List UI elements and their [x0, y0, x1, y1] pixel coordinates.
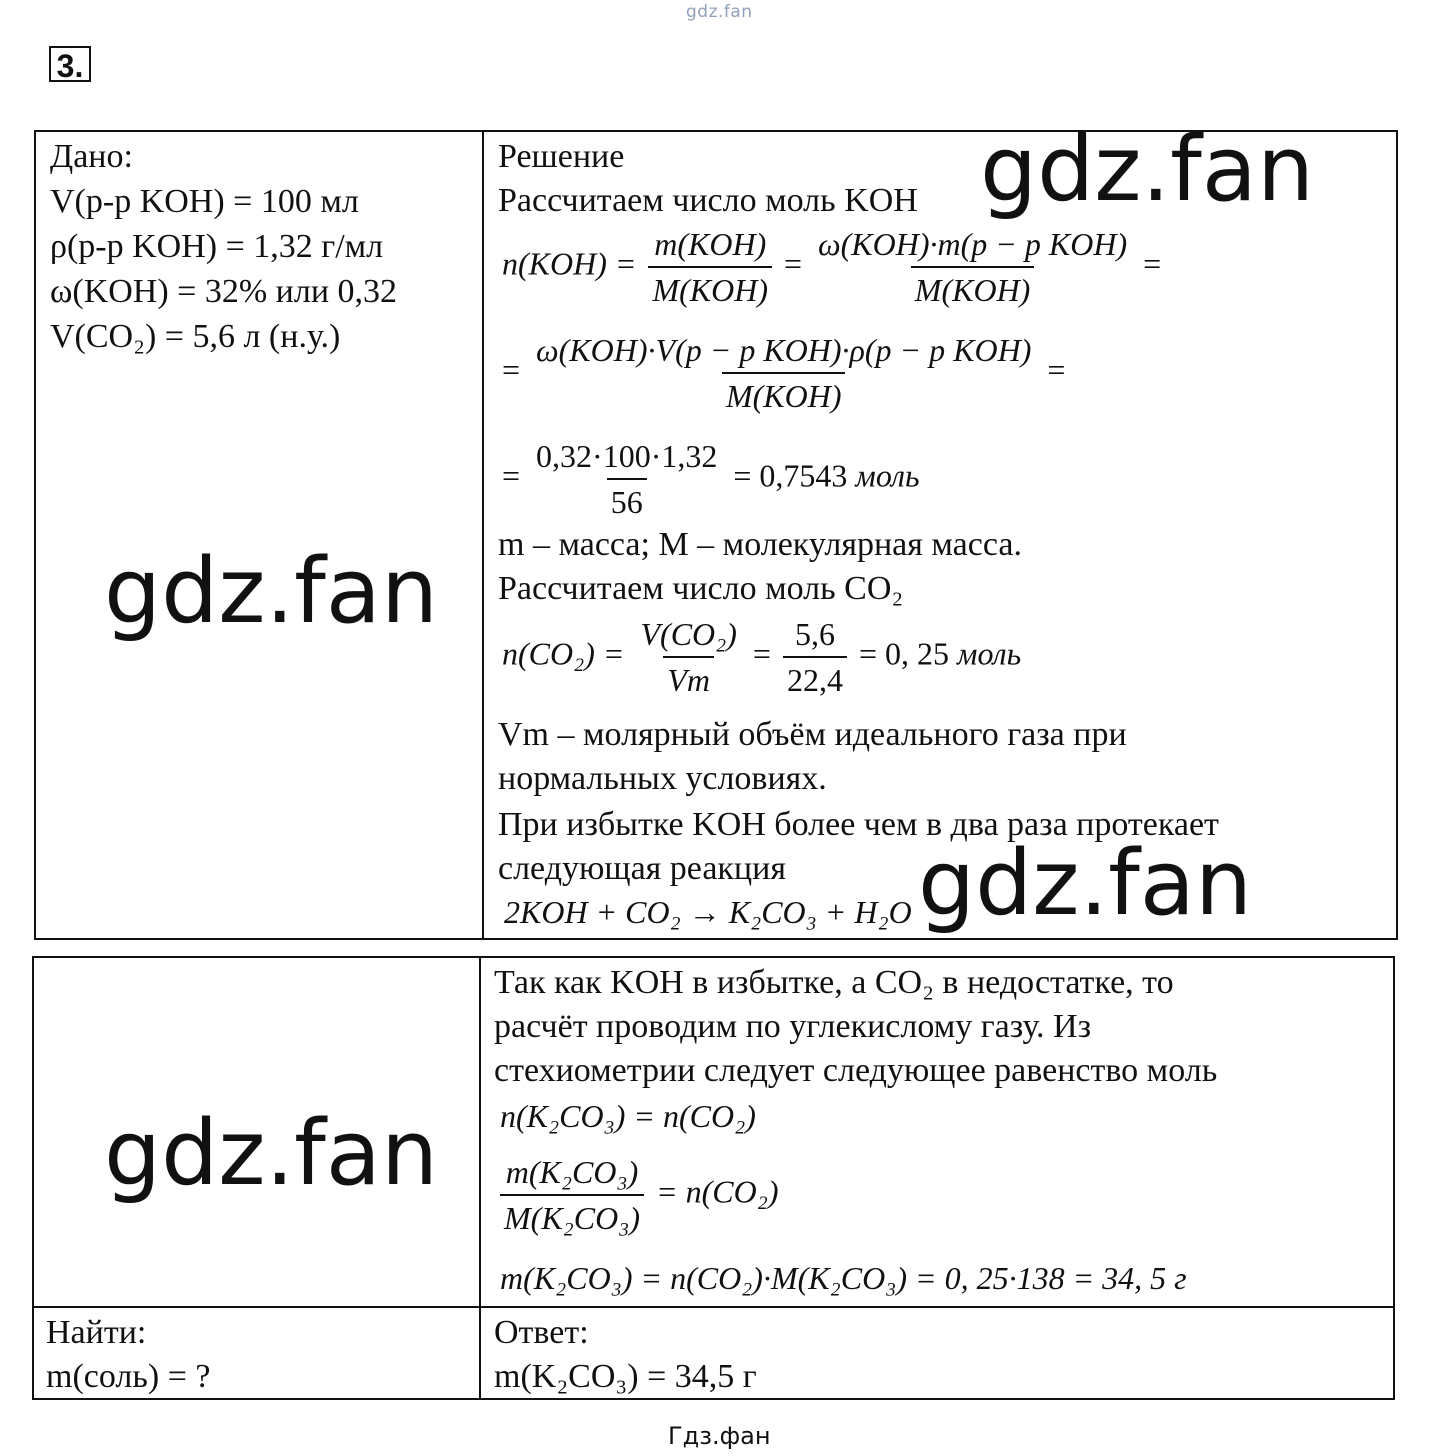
equation-mass-ratio — [496, 1152, 779, 1238]
watermark-big-left-2: gdz.fan — [104, 1101, 438, 1206]
unit-mol: моль — [855, 457, 920, 494]
fraction — [636, 614, 740, 700]
find-title: Найти: — [46, 1314, 147, 1351]
note-vm: Vm – молярный объём идеального газа при — [498, 716, 1127, 753]
fraction — [814, 224, 1131, 310]
reaction-equation: 2KOH + CO₂ → K₂CO₃ + H₂O — [504, 894, 912, 930]
watermark-top: gdz.fan — [686, 2, 753, 22]
formula-n-koh-2: = $\frac{\text{ω(KOH)·V(p − p KOH)·ρ(p − p KOH)}}{\text{M(KOH)}}$ = — [502, 332, 1066, 414]
formula-lhs: n(KOH) = — [502, 245, 637, 282]
given-block — [50, 134, 397, 359]
denominator: M(K₂CO₃) — [500, 1194, 644, 1238]
denominator: 22,4 — [783, 656, 847, 700]
fraction — [648, 224, 772, 310]
part2-line: стехиометрии следует следующее равенство моль — [494, 1052, 1218, 1089]
given-line: ρ(р-р KOH) = 1,32 г/мл — [50, 228, 384, 265]
denominator: Vm — [663, 656, 714, 700]
table2-divider — [479, 956, 481, 1400]
numerator: V(CO₂) — [640, 616, 737, 652]
numerator: 5,6 — [794, 616, 835, 652]
denominator: 56 — [607, 478, 647, 522]
numerator: m(K₂CO₃) — [505, 1154, 639, 1190]
watermark-big-right-2: gdz.fan — [918, 831, 1252, 936]
formula-n-koh-3: = $\frac{0,32\cdot 100\cdot 1,32}{56}$ = 0,7543 моль — [502, 438, 920, 520]
given-line: V(CO₂) = 5,6 л (н.у.) — [50, 318, 341, 355]
numerator: ω(KOH)·m(p − p KOH) — [818, 226, 1128, 262]
note-mass: m – масса; M – молекулярная масса. — [498, 526, 1022, 563]
fraction — [500, 1152, 644, 1238]
formula-n-koh: n(KOH) = $\frac{\text{m(KOH)}}{\text{M(KOH)}}$ = $\frac{\text{ω(KOH)·m(p − p KOH)}}{\text{M(KOH)}}$ = — [502, 226, 1162, 308]
numerator: ω(KOH)·V(p − p KOH)·ρ(p − p KOH) — [536, 332, 1032, 368]
denominator: M(KOH) — [648, 266, 772, 310]
equation-mass-result — [500, 1258, 1187, 1298]
answer-title: Ответ: — [494, 1314, 589, 1351]
table2-row-divider — [32, 1306, 1395, 1308]
problem-number: 3. — [49, 46, 91, 82]
equation-moles: n(K₂CO₃) = n(CO₂) — [500, 1098, 756, 1134]
numerator: m(KOH) — [654, 226, 767, 262]
given-line: ω(KOH) = 32% или 0,32 — [50, 273, 398, 310]
solution-line-co2: Рассчитаем число моль CO₂ — [498, 570, 904, 607]
solution-title: Решение — [498, 138, 625, 175]
formula-lhs: n(CO₂) = — [502, 635, 625, 672]
fraction — [532, 436, 721, 522]
result-value: = 0, 25 — [858, 635, 950, 672]
note-excess-2: следующая реакция — [498, 850, 786, 887]
denominator: M(KOH) — [722, 372, 846, 416]
fraction — [532, 330, 1035, 416]
find-line: m(соль) = ? — [46, 1358, 211, 1395]
numerator: 0,32·100·1,32 — [536, 438, 718, 474]
formula-n-co2: n(CO₂) = $\frac{\text{V(CO₂)}}{Vm}$ = $\frac{5,6}{22,4}$ = 0, 25 моль — [502, 616, 1022, 698]
note-excess: При избытке KOH более чем в два раза протекает — [498, 806, 1219, 843]
denominator: M(KOH) — [911, 266, 1035, 310]
fraction — [783, 614, 847, 700]
footer-label: Гдз.фан — [668, 1422, 771, 1450]
watermark-big-left-1: gdz.fan — [104, 539, 438, 644]
result-value: = 0,7543 — [733, 457, 848, 494]
equation-rhs: = n(CO₂) — [656, 1173, 779, 1210]
given-title: Дано: — [50, 138, 133, 175]
watermark-big-right-1: gdz.fan — [980, 117, 1314, 222]
answer-line: m(K₂CO₃) = 34,5 г — [494, 1358, 757, 1395]
part2-line: расчёт проводим по углекислому газу. Из — [494, 1008, 1092, 1045]
unit-g: г — [1174, 1260, 1187, 1296]
given-line: V(р-р KOH) = 100 мл — [50, 183, 359, 220]
unit-mol: моль — [957, 635, 1022, 672]
note-vm-2: нормальных условиях. — [498, 760, 827, 797]
solution-line-koh: Рассчитаем число моль KOH — [498, 182, 918, 219]
equation-text: m(K₂CO₃) = n(CO₂)·M(K₂CO₃) = 0, 25·138 = 34, 5 — [500, 1260, 1167, 1296]
table1-divider — [482, 130, 484, 940]
part2-line: Так как KOH в избытке, а CO₂ в недостатке, то — [494, 964, 1174, 1001]
